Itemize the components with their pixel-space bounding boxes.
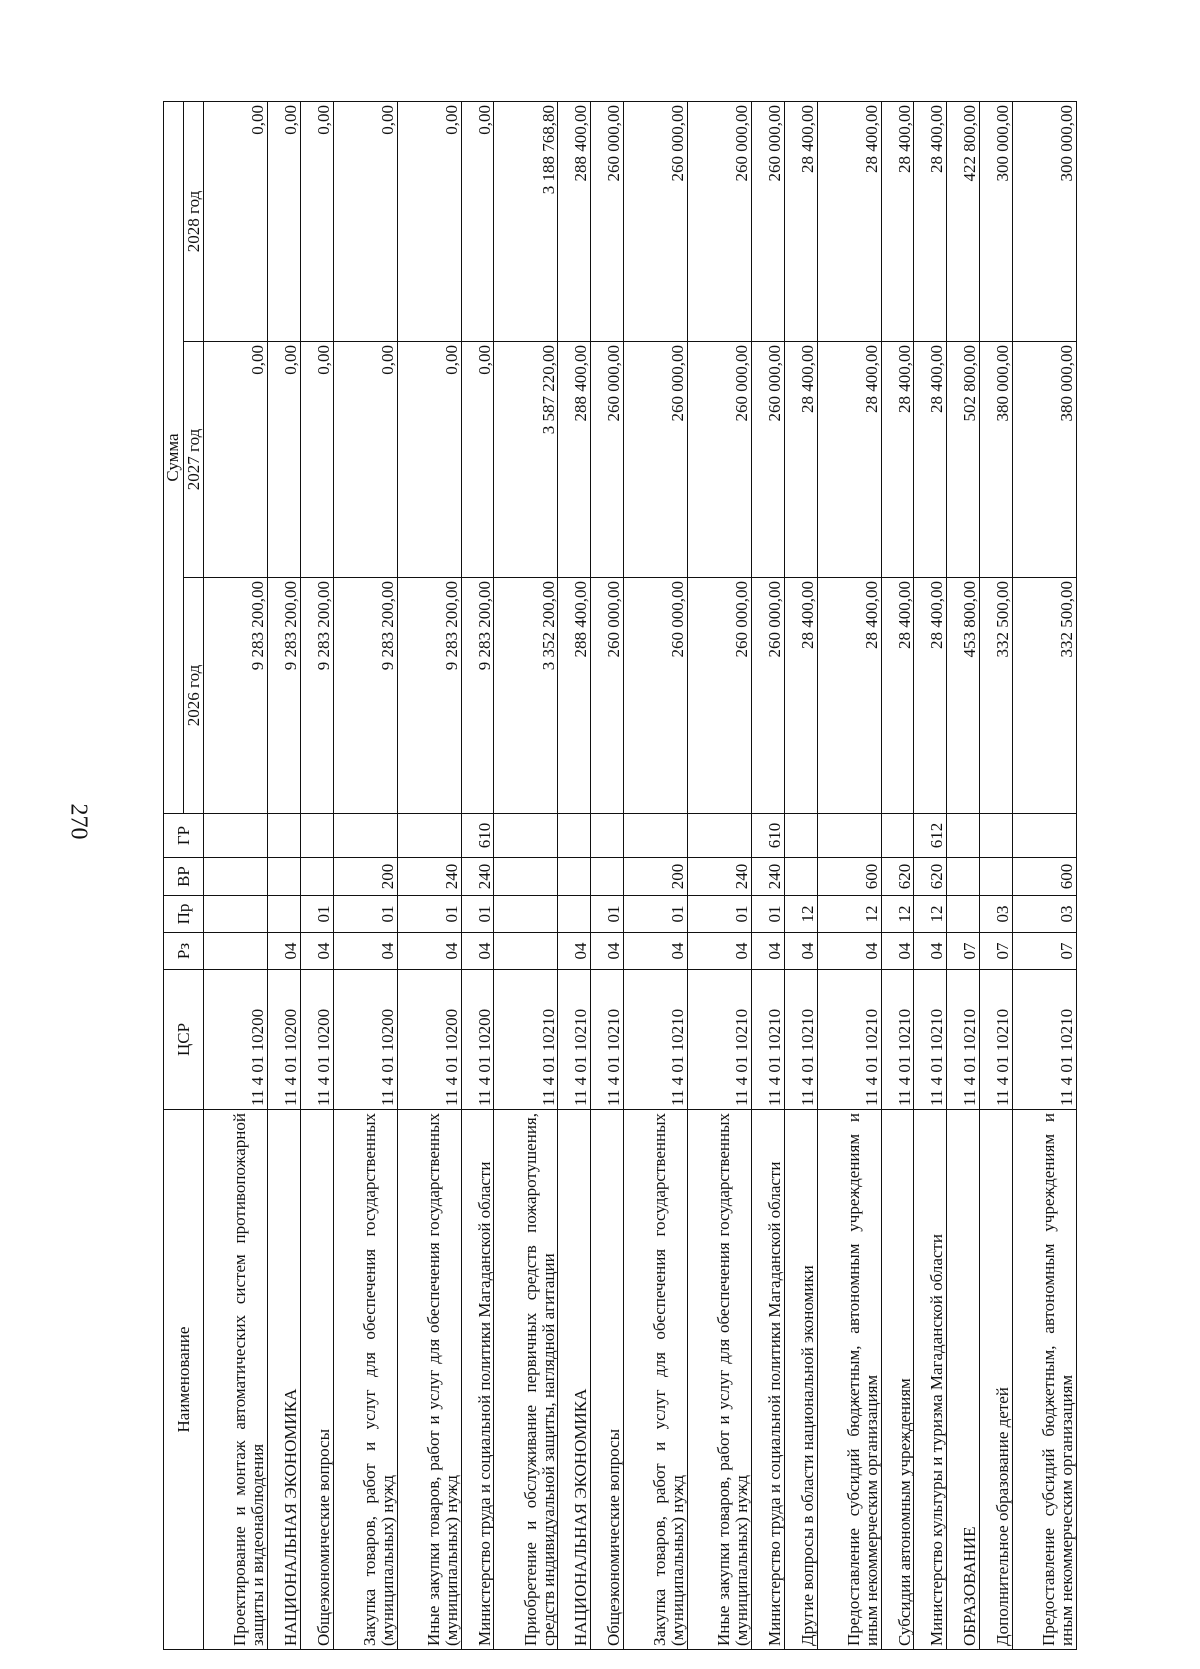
cell-name: Министерство труда и социальной политики Магаданской области: [461, 1110, 494, 1650]
cell-rz: 04: [397, 933, 461, 970]
cell-gr: [397, 814, 461, 858]
table-row: [881, 101, 914, 1649]
cell-vr: [204, 858, 268, 896]
cell-pr: 03: [980, 896, 1013, 933]
cell-vr: [947, 858, 980, 896]
cell-2027: 502 800,00: [947, 342, 980, 578]
cell-csr: 11 4 01 10200: [267, 970, 300, 1110]
cell-rz: 04: [558, 933, 591, 970]
cell-2028: 0,00: [333, 101, 397, 341]
cell-pr: 01: [461, 896, 494, 933]
cell-vr: 200: [624, 858, 688, 896]
header-csr: ЦСР: [164, 970, 204, 1110]
cell-rz: 04: [881, 933, 914, 970]
header-2026: 2026 год: [184, 578, 204, 814]
cell-gr: [687, 814, 751, 858]
cell-2028: 0,00: [397, 101, 461, 341]
cell-2028: 0,00: [267, 101, 300, 341]
cell-vr: 240: [397, 858, 461, 896]
cell-csr: 11 4 01 10210: [1012, 970, 1076, 1110]
page-number: 270: [65, 803, 92, 840]
cell-2027: 28 400,00: [881, 342, 914, 578]
cell-2028: 3 188 768,80: [494, 101, 558, 341]
cell-2026: 332 500,00: [1012, 578, 1076, 814]
cell-name: Дополнительное образование детей: [980, 1110, 1013, 1650]
cell-csr: 11 4 01 10200: [204, 970, 268, 1110]
cell-2027: 260 000,00: [751, 342, 784, 578]
cell-rz: 04: [687, 933, 751, 970]
cell-csr: 11 4 01 10210: [947, 970, 980, 1110]
cell-2028: 28 400,00: [914, 101, 947, 341]
cell-vr: [784, 858, 817, 896]
cell-csr: 11 4 01 10200: [333, 970, 397, 1110]
cell-2028: 0,00: [300, 101, 333, 341]
cell-2026: 332 500,00: [980, 578, 1013, 814]
budget-table-container: [163, 102, 1077, 1650]
cell-pr: 01: [751, 896, 784, 933]
header-gr: ГР: [164, 814, 204, 858]
cell-gr: [947, 814, 980, 858]
header-name: Наименование: [164, 1110, 204, 1650]
header-rz: Рз: [164, 933, 204, 970]
cell-gr: 612: [914, 814, 947, 858]
cell-name: НАЦИОНАЛЬНАЯ ЭКОНОМИКА: [558, 1110, 591, 1650]
cell-2027: 0,00: [204, 342, 268, 578]
cell-csr: 11 4 01 10210: [751, 970, 784, 1110]
cell-2026: 28 400,00: [784, 578, 817, 814]
cell-2026: 9 283 200,00: [461, 578, 494, 814]
cell-pr: 12: [817, 896, 881, 933]
cell-gr: 610: [461, 814, 494, 858]
table-row: [558, 101, 591, 1649]
cell-2026: 9 283 200,00: [204, 578, 268, 814]
cell-pr: 12: [914, 896, 947, 933]
cell-2028: 260 000,00: [624, 101, 688, 341]
cell-gr: [881, 814, 914, 858]
cell-pr: 01: [300, 896, 333, 933]
header-2027: 2027 год: [184, 342, 204, 578]
budget-table: [163, 101, 1077, 1650]
cell-2027: 28 400,00: [817, 342, 881, 578]
table-row: [817, 101, 881, 1649]
cell-2027: 0,00: [333, 342, 397, 578]
cell-gr: [204, 814, 268, 858]
cell-vr: 200: [333, 858, 397, 896]
cell-2027: 28 400,00: [784, 342, 817, 578]
table-row: [494, 101, 558, 1649]
cell-csr: 11 4 01 10210: [914, 970, 947, 1110]
cell-csr: 11 4 01 10200: [397, 970, 461, 1110]
cell-rz: 04: [784, 933, 817, 970]
cell-rz: 04: [300, 933, 333, 970]
cell-2027: 288 400,00: [558, 342, 591, 578]
cell-2026: 9 283 200,00: [300, 578, 333, 814]
cell-name: Предоставление субсидий бюджетным, автономным учреждениям и иным некоммерческим организациям: [817, 1110, 881, 1650]
table-row: [204, 101, 268, 1649]
cell-2027: 260 000,00: [687, 342, 751, 578]
cell-vr: 620: [914, 858, 947, 896]
cell-vr: 240: [461, 858, 494, 896]
table-row: [1012, 101, 1076, 1649]
table-row: [947, 101, 980, 1649]
table-row: [267, 101, 300, 1649]
cell-csr: 11 4 01 10210: [494, 970, 558, 1110]
cell-name: Общеэкономические вопросы: [300, 1110, 333, 1650]
table-row: [624, 101, 688, 1649]
cell-gr: 610: [751, 814, 784, 858]
cell-gr: [494, 814, 558, 858]
cell-pr: 01: [624, 896, 688, 933]
cell-2028: 260 000,00: [687, 101, 751, 341]
cell-rz: 04: [914, 933, 947, 970]
cell-pr: [558, 896, 591, 933]
cell-2027: 0,00: [267, 342, 300, 578]
cell-vr: [558, 858, 591, 896]
cell-2026: 3 352 200,00: [494, 578, 558, 814]
table-row: [751, 101, 784, 1649]
cell-rz: 04: [267, 933, 300, 970]
cell-rz: [204, 933, 268, 970]
cell-2028: 260 000,00: [751, 101, 784, 341]
cell-csr: 11 4 01 10210: [624, 970, 688, 1110]
cell-rz: 07: [947, 933, 980, 970]
cell-rz: 04: [624, 933, 688, 970]
cell-2026: 28 400,00: [817, 578, 881, 814]
cell-2028: 28 400,00: [881, 101, 914, 341]
header-pr: Пр: [164, 896, 204, 933]
table-row: [980, 101, 1013, 1649]
cell-2027: 0,00: [300, 342, 333, 578]
header-2028: 2028 год: [184, 101, 204, 341]
header-sum: Сумма: [164, 101, 184, 813]
cell-2028: 300 000,00: [980, 101, 1013, 341]
cell-csr: 11 4 01 10200: [461, 970, 494, 1110]
cell-pr: [267, 896, 300, 933]
cell-vr: 240: [751, 858, 784, 896]
cell-2026: 28 400,00: [881, 578, 914, 814]
cell-2027: 260 000,00: [624, 342, 688, 578]
cell-2028: 0,00: [204, 101, 268, 341]
cell-2027: 380 000,00: [1012, 342, 1076, 578]
cell-vr: [494, 858, 558, 896]
cell-2026: 288 400,00: [558, 578, 591, 814]
cell-gr: [558, 814, 591, 858]
cell-2028: 28 400,00: [817, 101, 881, 341]
cell-csr: 11 4 01 10210: [784, 970, 817, 1110]
table-row: [687, 101, 751, 1649]
table-row: [397, 101, 461, 1649]
cell-vr: [267, 858, 300, 896]
cell-2026: 260 000,00: [687, 578, 751, 814]
cell-vr: 240: [687, 858, 751, 896]
cell-2028: 28 400,00: [784, 101, 817, 341]
cell-2027: 260 000,00: [591, 342, 624, 578]
cell-pr: [204, 896, 268, 933]
table-row: [333, 101, 397, 1649]
cell-2026: 260 000,00: [624, 578, 688, 814]
cell-2026: 9 283 200,00: [333, 578, 397, 814]
table-row: [914, 101, 947, 1649]
cell-vr: [980, 858, 1013, 896]
cell-gr: [624, 814, 688, 858]
cell-csr: 11 4 01 10210: [591, 970, 624, 1110]
cell-vr: [591, 858, 624, 896]
cell-csr: 11 4 01 10210: [817, 970, 881, 1110]
cell-csr: 11 4 01 10210: [980, 970, 1013, 1110]
cell-csr: 11 4 01 10210: [881, 970, 914, 1110]
cell-pr: 01: [333, 896, 397, 933]
cell-pr: 01: [397, 896, 461, 933]
table-row: [461, 101, 494, 1649]
cell-rz: 04: [751, 933, 784, 970]
table-row: [591, 101, 624, 1649]
cell-csr: 11 4 01 10210: [558, 970, 591, 1110]
cell-2026: 28 400,00: [914, 578, 947, 814]
cell-name: Иные закупки товаров, работ и услуг для обеспечения государственных (муниципальных) нужд: [687, 1110, 751, 1650]
cell-gr: [980, 814, 1013, 858]
cell-2026: 9 283 200,00: [397, 578, 461, 814]
cell-2027: 380 000,00: [980, 342, 1013, 578]
cell-2028: 422 800,00: [947, 101, 980, 341]
cell-vr: 620: [881, 858, 914, 896]
cell-name: Общеэкономические вопросы: [591, 1110, 624, 1650]
cell-2027: 0,00: [461, 342, 494, 578]
cell-pr: 01: [687, 896, 751, 933]
cell-pr: 03: [1012, 896, 1076, 933]
cell-name: Предоставление субсидий бюджетным, автономным учреждениям и иным некоммерческим организациям: [1012, 1110, 1076, 1650]
header-vr: ВР: [164, 858, 204, 896]
cell-rz: 07: [980, 933, 1013, 970]
cell-pr: 01: [591, 896, 624, 933]
cell-pr: 12: [784, 896, 817, 933]
cell-gr: [300, 814, 333, 858]
cell-2026: 260 000,00: [751, 578, 784, 814]
cell-gr: [784, 814, 817, 858]
cell-rz: [494, 933, 558, 970]
cell-name: Субсидии автономным учреждениям: [881, 1110, 914, 1650]
table-body: [204, 101, 1077, 1649]
cell-name: ОБРАЗОВАНИЕ: [947, 1110, 980, 1650]
cell-2028: 288 400,00: [558, 101, 591, 341]
cell-name: Приобретение и обслуживание первичных средств пожаротушения, средств индивидуальной защиты, наглядной агитации: [494, 1110, 558, 1650]
cell-2028: 300 000,00: [1012, 101, 1076, 341]
cell-rz: 04: [591, 933, 624, 970]
cell-name: Проектирование и монтаж автоматических систем противопожарной защиты и видеонаблюдения: [204, 1110, 268, 1650]
cell-rz: 04: [817, 933, 881, 970]
cell-pr: [947, 896, 980, 933]
cell-gr: [817, 814, 881, 858]
cell-2028: 260 000,00: [591, 101, 624, 341]
cell-pr: [494, 896, 558, 933]
cell-vr: [300, 858, 333, 896]
table-row: [784, 101, 817, 1649]
cell-name: Закупка товаров, работ и услуг для обеспечения государственных (муниципальных) нужд: [333, 1110, 397, 1650]
cell-csr: 11 4 01 10210: [687, 970, 751, 1110]
cell-name: НАЦИОНАЛЬНАЯ ЭКОНОМИКА: [267, 1110, 300, 1650]
cell-rz: 07: [1012, 933, 1076, 970]
cell-2028: 0,00: [461, 101, 494, 341]
cell-2027: 0,00: [397, 342, 461, 578]
cell-gr: [1012, 814, 1076, 858]
cell-name: Иные закупки товаров, работ и услуг для обеспечения государственных (муниципальных) нужд: [397, 1110, 461, 1650]
cell-2026: 9 283 200,00: [267, 578, 300, 814]
cell-rz: 04: [461, 933, 494, 970]
cell-gr: [267, 814, 300, 858]
cell-name: Министерство труда и социальной политики Магаданской области: [751, 1110, 784, 1650]
cell-name: Другие вопросы в области национальной экономики: [784, 1110, 817, 1650]
cell-vr: 600: [817, 858, 881, 896]
cell-2026: 453 800,00: [947, 578, 980, 814]
cell-gr: [591, 814, 624, 858]
cell-csr: 11 4 01 10200: [300, 970, 333, 1110]
cell-2027: 28 400,00: [914, 342, 947, 578]
cell-pr: 12: [881, 896, 914, 933]
cell-rz: 04: [333, 933, 397, 970]
cell-2026: 260 000,00: [591, 578, 624, 814]
cell-vr: 600: [1012, 858, 1076, 896]
cell-name: Закупка товаров, работ и услуг для обеспечения государственных (муниципальных) нужд: [624, 1110, 688, 1650]
cell-2027: 3 587 220,00: [494, 342, 558, 578]
cell-gr: [333, 814, 397, 858]
cell-name: Министерство культуры и туризма Магаданской области: [914, 1110, 947, 1650]
table-row: [300, 101, 333, 1649]
